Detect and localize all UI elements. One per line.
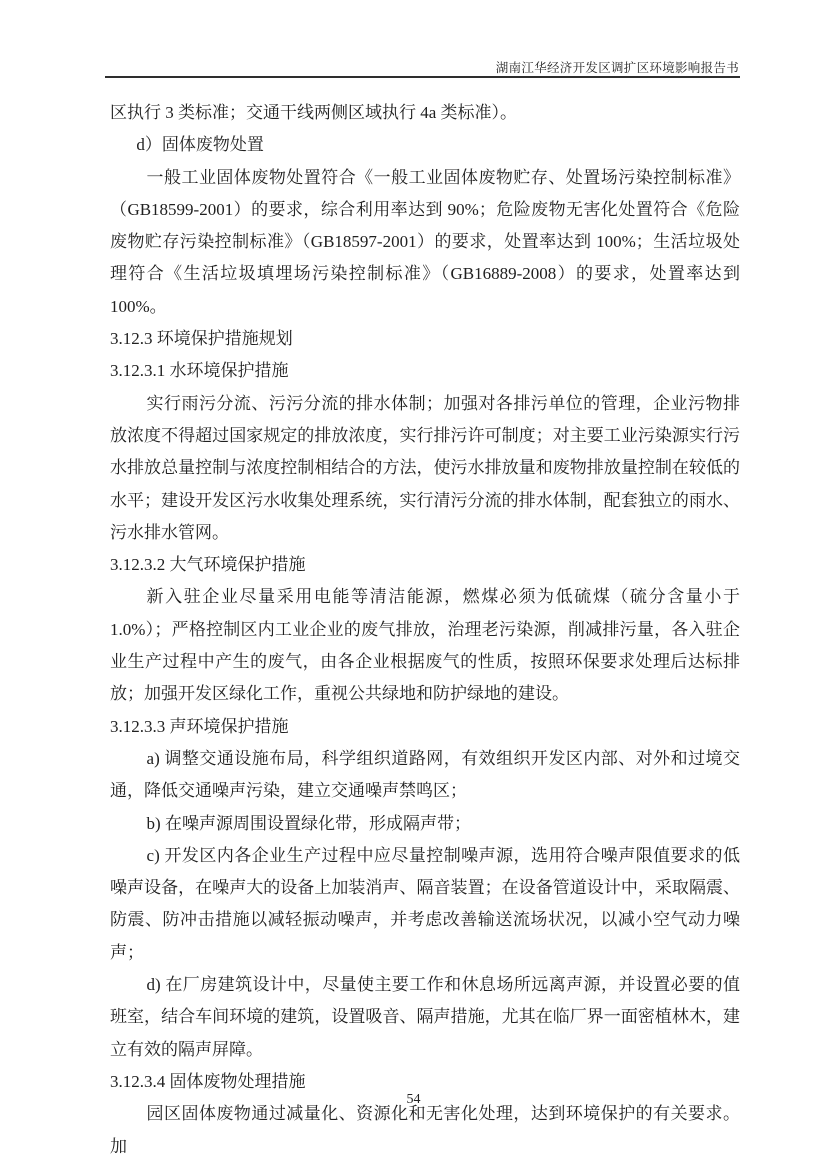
list-item-c: c) 开发区内各企业生产过程中应尽量控制噪声源，选用符合噪声限值要求的低噪声设备，在噪声大的设备上加装消声、隔音装置；在设备管道设计中，采取隔震、防震、防冲击措施以减轻振动噪声，并考虑改善输送流场状况，以减小空气动力噪声； xyxy=(110,845,740,962)
section-heading-3-12-3-4: 3.12.3.4 固体废物处理措施 xyxy=(110,1071,306,1091)
body-paragraph: 一般工业固体废物处置符合《一般工业固体废物贮存、处置场污染控制标准》（GB18599-2001）的要求，综合利用率达到 90%；危险废物无害化处置符合《危险废物贮存污染控制标准》（GB18597-2001）的要求，处置率达到 100%；生活垃圾处理符合《生活垃圾填埋场污染控制标准》（GB16889-2008）的要求，处置率达到 100%。 xyxy=(110,167,740,316)
document-body xyxy=(110,97,740,1163)
subitem-heading-d-solid-waste: d）固体废物处置 xyxy=(136,135,264,155)
paragraph-continuation: 区执行 3 类标准；交通干线两侧区域执行 4a 类标准）。 xyxy=(110,103,518,122)
list-item-d: d) 在厂房建筑设计中，尽量使主要工作和休息场所远离声源，并设置必要的值班室，结合车间环境的建筑，设置吸音、隔声措施，尤其在临厂界一面密植林木，建立有效的隔声屏障。 xyxy=(110,975,740,1059)
list-item-b: b) 在噪声源周围设置绿化带，形成隔声带； xyxy=(146,813,471,833)
body-paragraph: 新入驻企业尽量采用电能等清洁能源，燃煤必须为低硫煤（硫分含量小于 1.0%）；严格控制区内工业企业的废气排放，治理老污染源，削减排污量，各入驻企业生产过程中产生的废气，由各企业根据废气的性质，按照环保要求处理后达标排放；加强开发区绿化工作，重视公共绿地和防护绿地的建设。 xyxy=(110,587,740,704)
section-heading-3-12-3-1: 3.12.3.1 水环境保护措施 xyxy=(110,361,289,381)
body-paragraph: 实行雨污分流、污污分流的排水体制；加强对各排污单位的管理，企业污物排放浓度不得超过国家规定的排放浓度，实行排污许可制度；对主要工业污染源实行污水排放总量控制与浓度控制相结合的方法，使污水排放量和废物排放量控制在较低的水平；建设开发区污水收集处理系统，实行清污分流的排水体制，配套独立的雨水、污水排水管网。 xyxy=(110,393,740,542)
page-number: 54 xyxy=(406,1092,421,1107)
list-item-a: a) 调整交通设施布局，科学组织道路网，有效组织开发区内部、对外和过境交通，降低交通噪声污染，建立交通噪声禁鸣区； xyxy=(110,748,740,801)
section-heading-3-12-3: 3.12.3 环境保护措施规划 xyxy=(110,329,293,349)
body-paragraph: 园区固体废物通过减量化、资源化和无害化处理，达到环境保护的有关要求。加 xyxy=(110,1104,740,1156)
section-heading-3-12-3-2: 3.12.3.2 大气环境保护措施 xyxy=(110,555,306,575)
header-rule xyxy=(105,76,740,78)
section-heading-3-12-3-3: 3.12.3.3 声环境保护措施 xyxy=(110,716,289,736)
header-running-title: 湖南江华经济开发区调扩区环境影响报告书 xyxy=(495,61,739,75)
